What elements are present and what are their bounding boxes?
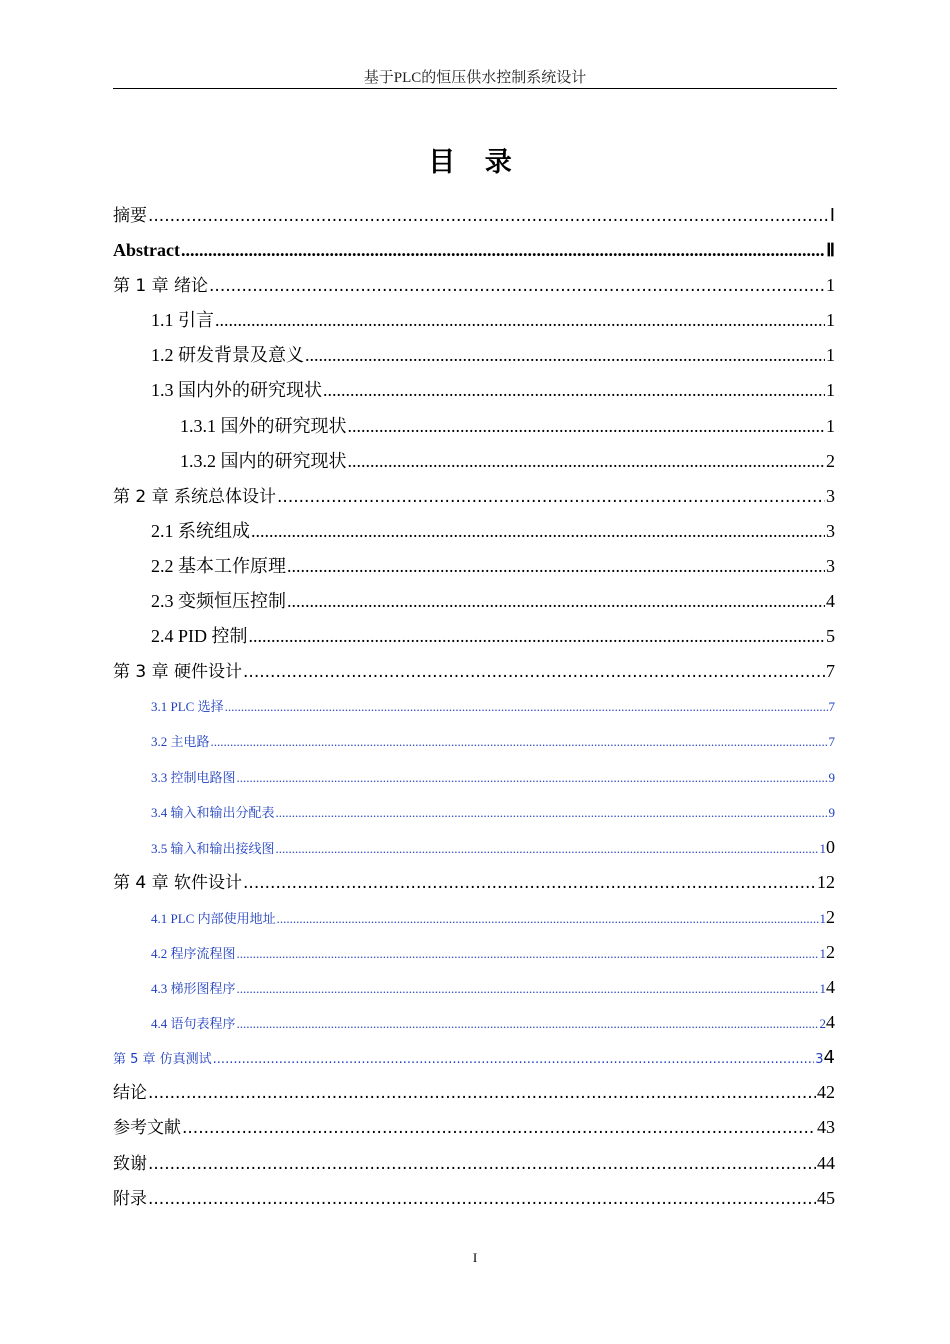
dot-leader [237,971,819,1006]
dot-leader [209,269,825,304]
toc-entry-page: 2 [826,450,835,471]
dot-leader [148,1147,816,1182]
toc-entry-text: 结论 [113,1083,147,1104]
toc-entry-text: 第 3 章 硬件设计 [113,662,243,683]
toc-entry-references[interactable] [113,1110,835,1145]
toc-entry-chapter-5[interactable] [113,1040,835,1075]
page-digit-small: 1 [819,840,826,856]
running-header: 基于PLC的恒压供水控制系统设计 [363,70,587,86]
toc-entry-page: 45 [817,1187,835,1208]
dot-leader [237,760,828,795]
dot-leader [323,373,825,408]
page-digit-large: 2 [826,941,835,962]
toc-entry-text: 2.1 系统组成 [151,520,250,541]
toc-entry-page [815,1040,835,1077]
toc-entry-text: 1.3.2 国内的研究现状 [180,450,347,471]
toc-entry-page [820,1005,836,1041]
toc-entry-1-3-2[interactable] [113,444,835,479]
toc-entry-4-4[interactable] [113,1005,835,1040]
toc-entry-text: 致谢 [113,1153,147,1174]
toc-entry-page: 1 [826,275,835,296]
table-of-contents [113,198,835,1216]
toc-entry-conclusion[interactable] [113,1075,835,1110]
toc-entry-chapter-1[interactable] [113,268,835,303]
toc-entry-page: 1 [826,310,835,331]
page-digit-large: 2 [826,906,835,927]
page-digit-large: 4 [823,1047,835,1069]
toc-entry-text: 第 2 章 系统总体设计 [113,486,277,507]
dot-leader [225,689,828,724]
toc-entry-page: 9 [828,804,835,820]
page-digit-small: 2 [819,1016,826,1032]
toc-entry-page: 4 [826,591,835,612]
toc-entry-text: 1.2 研发背景及意义 [151,345,304,366]
toc-entry-chapter-4[interactable] [113,865,835,900]
toc-title: 目 录 [428,147,522,178]
toc-entry-page: Ⅰ [829,205,835,225]
dot-leader [276,831,819,866]
toc-entry-chapter-3[interactable] [113,654,835,689]
dot-leader [181,233,825,268]
dot-leader [348,444,826,479]
toc-entry-text: 1.3 国内外的研究现状 [151,380,322,401]
toc-entry-abstract-en[interactable] [113,233,835,268]
toc-entry-acknowledgements[interactable] [113,1146,835,1181]
toc-entry-1-2[interactable] [113,338,835,373]
dot-leader [305,338,825,373]
dot-leader [215,303,825,338]
page-digit-small: 3 [815,1052,824,1068]
toc-entry-text: 第 5 章 仿真测试 [113,1052,212,1068]
toc-entry-page: 3 [826,555,835,576]
dot-leader [251,514,825,549]
toc-entry-text: 3.4 输入和输出分配表 [151,804,275,820]
toc-entry-chapter-2[interactable] [113,479,835,514]
toc-entry-text: Abstract [113,240,180,261]
toc-entry-text: 4.3 梯形图程序 [151,981,236,997]
toc-entry-page: 12 [817,871,835,892]
toc-entry-appendix[interactable] [113,1181,835,1216]
toc-entry-text: 摘要 [113,206,147,226]
toc-entry-2-1[interactable] [113,514,835,549]
toc-entry-3-4[interactable] [113,795,835,830]
toc-entry-1-3-1[interactable] [113,409,835,444]
page-digit-large: 4 [826,977,835,998]
toc-entry-page: 1 [826,380,835,401]
toc-entry-page: 44 [817,1152,835,1173]
dot-leader [213,1042,815,1077]
dot-leader [277,480,825,515]
toc-entry-2-2[interactable] [113,549,835,584]
toc-entry-page: 7 [828,734,835,750]
toc-entry-page: 7 [828,699,835,715]
page-digit-small: 1 [819,910,826,926]
page-digit-large: 4 [826,1012,835,1033]
toc-entry-text: 3.2 主电路 [151,734,210,750]
toc-entry-page: 1 [826,345,835,366]
toc-entry-page: 1 [826,415,835,436]
toc-entry-text: 4.2 程序流程图 [151,945,236,961]
toc-entry-text: 1.1 引言 [151,310,214,331]
toc-entry-2-3[interactable] [113,584,835,619]
toc-entry-3-1[interactable] [113,689,835,724]
toc-entry-page: 43 [817,1117,835,1138]
toc-entry-1-1[interactable] [113,303,835,338]
toc-entry-text: 第 1 章 绪论 [113,276,209,297]
toc-entry-text: 4.1 PLC 内部使用地址 [151,910,276,926]
toc-entry-text: 附录 [113,1188,147,1209]
dot-leader [348,409,826,444]
toc-entry-page [820,970,836,1006]
dot-leader [211,724,828,759]
dot-leader [276,795,828,830]
toc-entry-page: Ⅱ [826,240,835,261]
toc-entry-3-2[interactable] [113,724,835,759]
toc-entry-text: 2.3 变频恒压控制 [151,591,286,612]
dot-leader [287,549,825,584]
toc-entry-text: 参考文献 [113,1118,181,1139]
toc-entry-page: 9 [828,769,835,785]
toc-entry-text: 3.1 PLC 选择 [151,699,224,715]
page-digit-large: 0 [826,836,835,857]
dot-leader [243,866,816,901]
toc-entry-page: 3 [826,485,835,506]
toc-entry-page [820,935,836,971]
toc-entry-text: 3.3 控制电路图 [151,769,236,785]
toc-entry-page: 3 [826,520,835,541]
dot-leader [148,1182,816,1217]
dot-leader [237,936,819,971]
toc-entry-text: 2.4 PID 控制 [151,626,248,647]
toc-entry-text: 1.3.1 国外的研究现状 [180,415,347,436]
toc-entry-text: 4.4 语句表程序 [151,1016,236,1032]
toc-entry-page: 42 [817,1082,835,1103]
toc-entry-3-3[interactable] [113,760,835,795]
dot-leader [237,1006,819,1041]
dot-leader [287,584,825,619]
dot-leader [148,1076,816,1111]
dot-leader [148,199,829,234]
dot-leader [182,1111,816,1146]
page-digit-small: 1 [819,945,826,961]
page-number: I [472,1250,478,1265]
toc-entry-page: 7 [826,661,835,682]
toc-entry-page: 5 [826,626,835,647]
toc-entry-text: 2.2 基本工作原理 [151,555,286,576]
toc-entry-2-4[interactable] [113,619,835,654]
header-rule [113,88,837,89]
dot-leader [243,655,825,690]
page-digit-small: 1 [819,981,826,997]
toc-entry-3-5[interactable] [113,830,835,865]
toc-entry-4-2[interactable] [113,935,835,970]
toc-entry-text: 3.5 输入和输出接线图 [151,840,275,856]
toc-entry-1-3[interactable] [113,373,835,408]
toc-entry-page [820,900,836,936]
dot-leader [277,901,819,936]
toc-entry-4-1[interactable] [113,900,835,935]
toc-entry-page [820,830,836,866]
toc-entry-text: 第 4 章 软件设计 [113,872,243,893]
dot-leader [249,619,825,654]
toc-entry-4-3[interactable] [113,970,835,1005]
toc-entry-abstract-cn[interactable] [113,198,835,233]
